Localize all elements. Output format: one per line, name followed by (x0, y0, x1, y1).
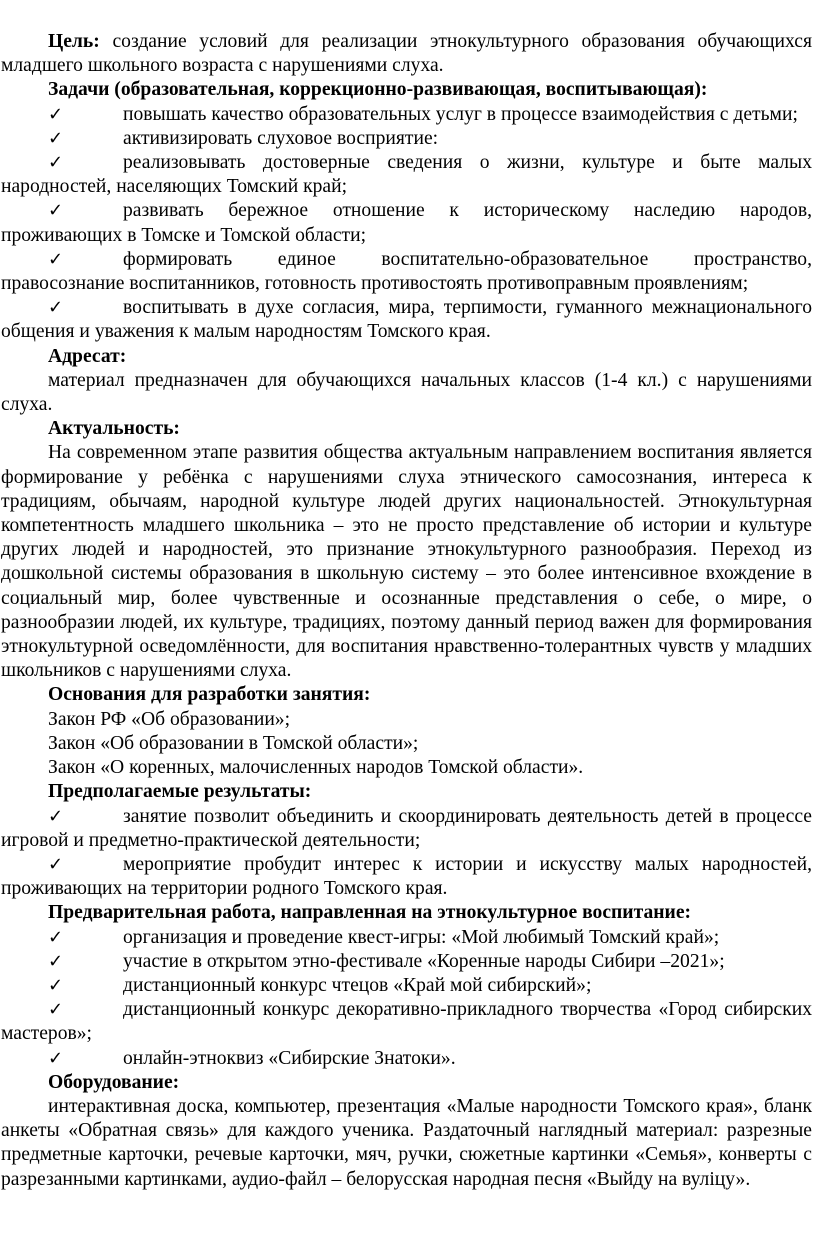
goal-paragraph (1, 30, 812, 78)
checklist-item (1, 998, 812, 1046)
addressee-text: материал предназначен для обучающихся начальных классов (1-4 кл.) с нарушениями слуха. (1, 369, 812, 416)
checklist-item-text: онлайн-этноквиз «Сибирские Знатоки». (123, 1047, 456, 1069)
checklist-item-text: повышать качество образовательных услуг в процессе взаимодействия с детьми; (123, 103, 798, 125)
grounds-item: Закон РФ «Об образовании»; (48, 708, 291, 730)
checklist-item-text: формировать единое воспитательно-образовательное пространство, правосознание воспитанников, готовность противостоять противоправным проявлениям; (1, 248, 812, 295)
checklist-item (1, 805, 812, 853)
checklist-item (1, 950, 812, 974)
addressee-heading: Адресат: (48, 345, 127, 367)
check-mark-icon: ✓ (48, 853, 64, 875)
check-mark-icon: ✓ (48, 200, 64, 222)
equipment-text: интерактивная доска, компьютер, презентация «Малые народности Томского края», бланк анкеты «Обратная связь» для каждого ученика. Раздаточный наглядный материал: разрезные предметные карточки, речевые карточки, мяч, ручки, сюжетные картинки «Семья», конверты с разрезанными картинками, аудио-файл – белорусская народная песня «Выйду на вуліцу». (1, 1095, 812, 1190)
check-mark-icon: ✓ (48, 926, 64, 948)
checklist-item-text: воспитывать в духе согласия, мира, терпимости, гуманного межнационального общения и уважения к малым народностям Томского края. (1, 297, 812, 343)
prework-list (1, 926, 812, 1071)
grounds-item: Закон «О коренных, малочисленных народов Томской области». (48, 757, 584, 779)
checklist-item (1, 199, 812, 247)
checklist-item-text: дистанционный конкурс декоративно-прикладного творчества «Город сибирских мастеров»; (1, 999, 812, 1045)
checklist-item (1, 296, 812, 344)
goal-label: Цель: (48, 31, 100, 52)
checklist-item-text: дистанционный конкурс чтецов «Край мой сибирский»; (123, 974, 592, 996)
goal-text: создание условий для реализации этнокультурного образования обучающихся младшего школьного возраста с нарушениями слуха. (1, 31, 812, 77)
check-mark-icon: ✓ (48, 248, 64, 270)
relevance-heading: Актуальность: (48, 418, 180, 440)
checklist-item (1, 103, 812, 127)
checklist-item (1, 127, 812, 151)
checklist-item-text: развивать бережное отношение к историческому наследию народов, проживающих в Томске и Томской области; (1, 200, 812, 246)
check-mark-icon: ✓ (48, 974, 64, 996)
checklist-item (1, 151, 812, 199)
check-mark-icon: ✓ (48, 152, 64, 174)
checklist-item-text: организация и проведение квест-игры: «Мой любимый Томский край»; (123, 926, 720, 948)
checklist-item (1, 974, 812, 998)
check-mark-icon: ✓ (48, 297, 64, 319)
tasks-list (1, 103, 812, 345)
checklist-item-text: участие в открытом этно-фестивале «Коренные народы Сибири –2021»; (123, 950, 725, 972)
grounds-item: Закон «Об образовании в Томской области»; (48, 732, 419, 754)
relevance-text: На современном этапе развития общества актуальным направлением воспитания является формирование у ребёнка с нарушениями слуха этнического самосознания, интереса к традициям, обычаям, народной культуре людей других национальностей. Этнокультурная компетентность младшего школьника – это не просто представление об истории и культуре других людей и народностей, это признание этнокультурного разнообразия. Переход из дошкольной системы образования в школьную систему – это более интенсивное вхождение в социальный мир, более чувственные и осознанные представления о себе, о мире, о разнообразии людей, их культуре, традициях, поэтому данный период важен для формирования этнокультурной осведомлённости, для воспитания нравственно-толерантных чувств у младших школьников с нарушениями слуха. (1, 442, 812, 682)
checklist-item (1, 926, 812, 950)
prework-heading: Предварительная работа, направленная на этнокультурное воспитание: (48, 902, 692, 924)
check-mark-icon: ✓ (48, 805, 64, 827)
checklist-item-text: активизировать слуховое восприятие: (123, 127, 439, 149)
check-mark-icon: ✓ (48, 103, 64, 125)
checklist-item-text: занятие позволит объединить и скоординировать деятельность детей в процессе игровой и предметно-практической деятельности; (1, 805, 812, 851)
checklist-item-text: реализовывать достоверные сведения о жизни, культуре и быте малых народностей, населяющих Томский край; (1, 152, 812, 198)
check-mark-icon: ✓ (48, 950, 64, 972)
checklist-item (1, 248, 812, 296)
checklist-item (1, 1047, 812, 1071)
equipment-heading: Оборудование: (48, 1071, 180, 1093)
results-list (1, 805, 812, 902)
tasks-heading: Задачи (образовательная, коррекционно-развивающая, воспитывающая): (48, 79, 708, 101)
results-heading: Предполагаемые результаты: (48, 781, 312, 803)
check-mark-icon: ✓ (48, 1047, 64, 1069)
check-mark-icon: ✓ (48, 999, 64, 1021)
grounds-heading: Основания для разработки занятия: (48, 684, 371, 706)
checklist-item (1, 853, 812, 901)
check-mark-icon: ✓ (48, 127, 64, 149)
checklist-item-text: мероприятие пробудит интерес к истории и искусству малых народностей, проживающих на территории родного Томского края. (1, 853, 812, 900)
